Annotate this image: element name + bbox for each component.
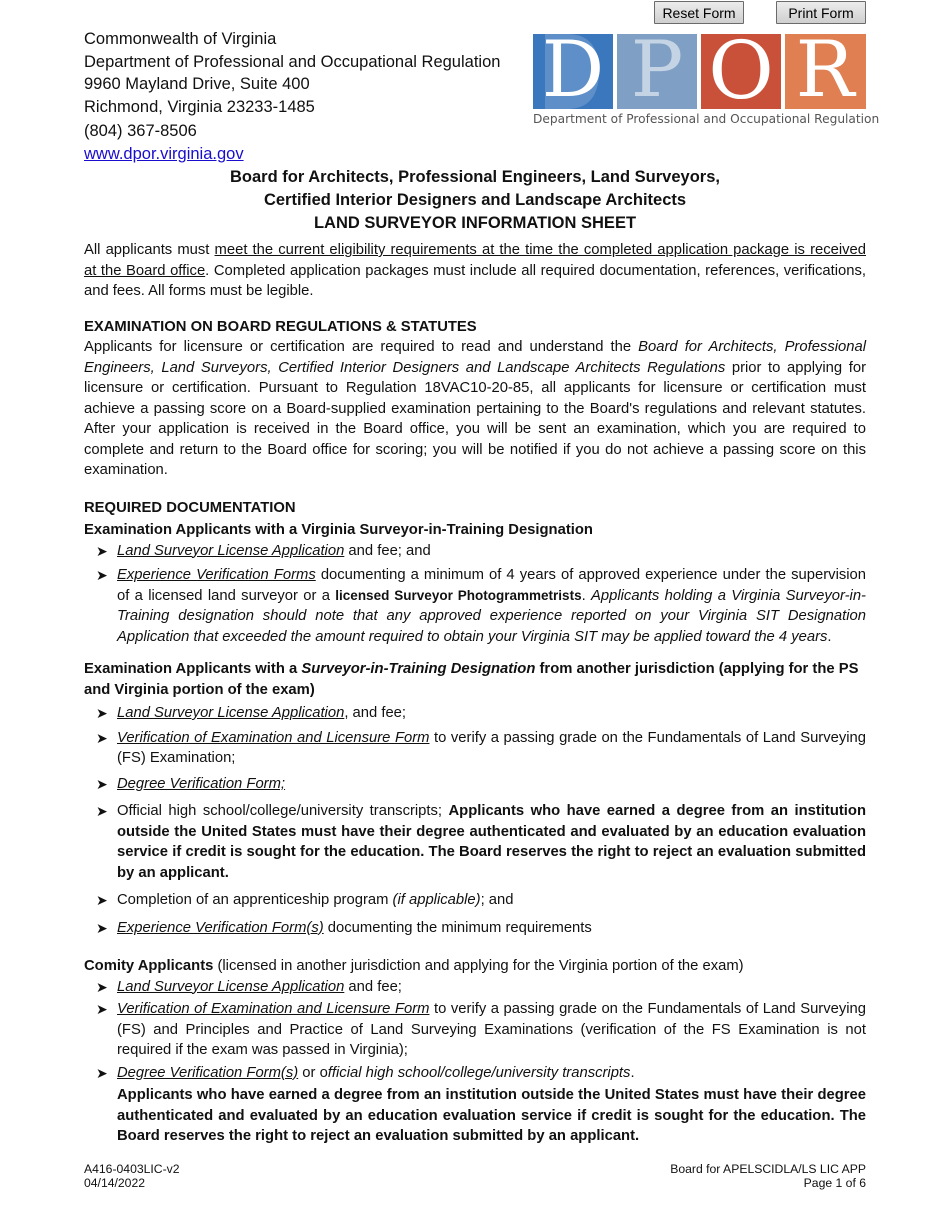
exam-licensure-form-link[interactable]: Verification of Examination and Licensure Form (117, 1001, 430, 1017)
website-link[interactable]: www.dpor.virginia.gov (84, 144, 244, 163)
print-form-button[interactable]: Print Form (776, 1, 866, 24)
list-item: ➤ Completion of an apprenticeship program (if applicable); and (96, 892, 514, 908)
address-line-2: Department of Professional and Occupational Regulation (84, 52, 501, 71)
experience-verification-link[interactable]: Experience Verification Forms (117, 567, 316, 583)
page-number: Page 1 of 6 (803, 1176, 866, 1190)
sit-va-heading: Examination Applicants with a Virginia Surveyor-in-Training Designation (84, 522, 593, 538)
experience-verification-link[interactable]: Experience Verification Form(s) (117, 919, 324, 936)
license-application-link[interactable]: Land Surveyor License Application (117, 705, 345, 721)
logo-letter-r (785, 34, 866, 109)
logo-letter-p (617, 34, 697, 109)
logo-letter-d (533, 34, 613, 109)
dpor-logo (533, 34, 880, 130)
form-date: 04/14/2022 (84, 1176, 145, 1190)
exam-heading: EXAMINATION ON BOARD REGULATIONS & STATUTES (84, 318, 477, 335)
svg-text:D: D (541, 34, 605, 109)
list-item: ➤ Verification of Examination and Licensure Form to verify a passing grade on the Fundamentals of Land Surveying (FS) Examination; (96, 729, 866, 766)
logo-letter-o (701, 34, 781, 109)
board-name: Board for APELSCIDLA/LS LIC APP (670, 1162, 866, 1176)
comity-list (84, 977, 866, 1084)
list-item: ➤ Official high school/college/university transcripts; Applicants who have earned a degree from an institution outside the United States must have their degree authenticated and evaluated by an education evaluation service if credit is sought for the education. The Board reserves the right to reject an evaluation submitted by an applicant. (96, 803, 866, 881)
sit-other-heading: Examination Applicants with a Surveyor-in-Training Designation from another jurisdiction (applying for the PS and Virginia portion of the exam) (84, 661, 859, 698)
sit-va-list (84, 541, 866, 648)
title-line-3: LAND SURVEYOR INFORMATION SHEET (313, 214, 637, 232)
list-item: ➤ Land Surveyor License Application and fee; (96, 978, 402, 995)
page-title (84, 166, 866, 235)
required-docs-heading: REQUIRED DOCUMENTATION (84, 499, 296, 516)
svg-text:O: O (708, 34, 774, 109)
license-application-link[interactable]: Land Surveyor License Application (117, 542, 345, 559)
exam-licensure-form-link[interactable]: Verification of Examination and Licensure Form (117, 729, 430, 746)
degree-verification-link[interactable]: Degree Verification Form; (117, 775, 286, 792)
title-line-2: Certified Interior Designers and Landscape Architects (263, 191, 687, 209)
reset-form-button[interactable]: Reset Form (654, 1, 744, 24)
list-item: ➤ Experience Verification Form(s) documenting the minimum requirements (96, 919, 592, 936)
document-body (84, 240, 866, 1147)
list-item: ➤ Land Surveyor License Application, and fee; (96, 705, 407, 721)
title-line-1: Board for Architects, Professional Engineers, Land Surveyors, (230, 168, 720, 186)
phone-number: (804) 367-8506 (84, 122, 197, 140)
sit-other-list (84, 703, 866, 938)
logo-caption: Department of Professional and Occupational Regulation (533, 112, 880, 126)
comity-note: Applicants who have earned a degree from an institution outside the United States must have their degree authenticated and evaluated by an education evaluation service if credit is sought for the education. The Board reserves the right to reject an evaluation submitted by an applicant. (117, 1087, 866, 1144)
license-application-link[interactable]: Land Surveyor License Application (117, 978, 345, 995)
svg-text:R: R (795, 34, 855, 109)
list-item: ➤ Land Surveyor License Application and fee; and (96, 542, 431, 559)
list-item: ➤ Degree Verification Form; (96, 775, 286, 792)
form-id: A416-0403LIC-v2 (84, 1162, 180, 1176)
comity-heading: Comity Applicants (licensed in another jurisdiction and applying for the Virginia portion of the exam) (84, 958, 744, 974)
address-line-3: 9960 Mayland Drive, Suite 400 (84, 75, 310, 93)
svg-text:P: P (630, 34, 684, 109)
exam-paragraph: Applicants for licensure or certification are required to read and understand the Board for Architects, Professional Engineers, Land Surveyors, Certified Interior Designers and Landscape Architects Regulations prior to applying for licensure or certification. Pursuant to Regulation 18VAC10-20-85, all applicants for licensure or certification must achieve a passing score on a Board-supplied examination pertaining to the Board's regulations and relevant statutes. After your application is received in the Board office, you will be sent an examination, which you are required to complete and return to the Board office for scoring; you will be notified if you do not achieve a passing score on this examination. (84, 339, 866, 478)
intro-paragraph: All applicants must meet the current eligibility requirements at the time the completed application package is received at the Board office. Completed application packages must include all required documentation, references, verifications, and fees. All forms must be legible. (84, 242, 866, 299)
degree-verification-link[interactable]: Degree Verification Form(s) (117, 1064, 299, 1081)
agency-address (84, 28, 500, 165)
address-line-4: Richmond, Virginia 23233-1485 (84, 97, 315, 116)
list-item: ➤ Verification of Examination and Licensure Form to verify a passing grade on the Fundamentals of Land Surveying (FS) and Principles and Practice of Land Surveying Examinations (verification of the FS Examination is not required if the exam was passed in Virginia); (96, 1001, 866, 1058)
list-item: ➤ Degree Verification Form(s) or official high school/college/university transcripts. (96, 1064, 635, 1081)
address-line-1: Commonwealth of Virginia (84, 30, 277, 48)
list-item: ➤ Experience Verification Forms documenting a minimum of 4 years of approved experience under the supervision of a licensed land surveyor or a licensed Surveyor Photogrammetrists. Applicants holding a Virginia Surveyor-in-Training designation should note that any approved experience reported on your Virginia SIT Designation Application that exceeded the amount required to obtain your Virginia SIT may be applied toward the 4 years. (96, 567, 866, 645)
